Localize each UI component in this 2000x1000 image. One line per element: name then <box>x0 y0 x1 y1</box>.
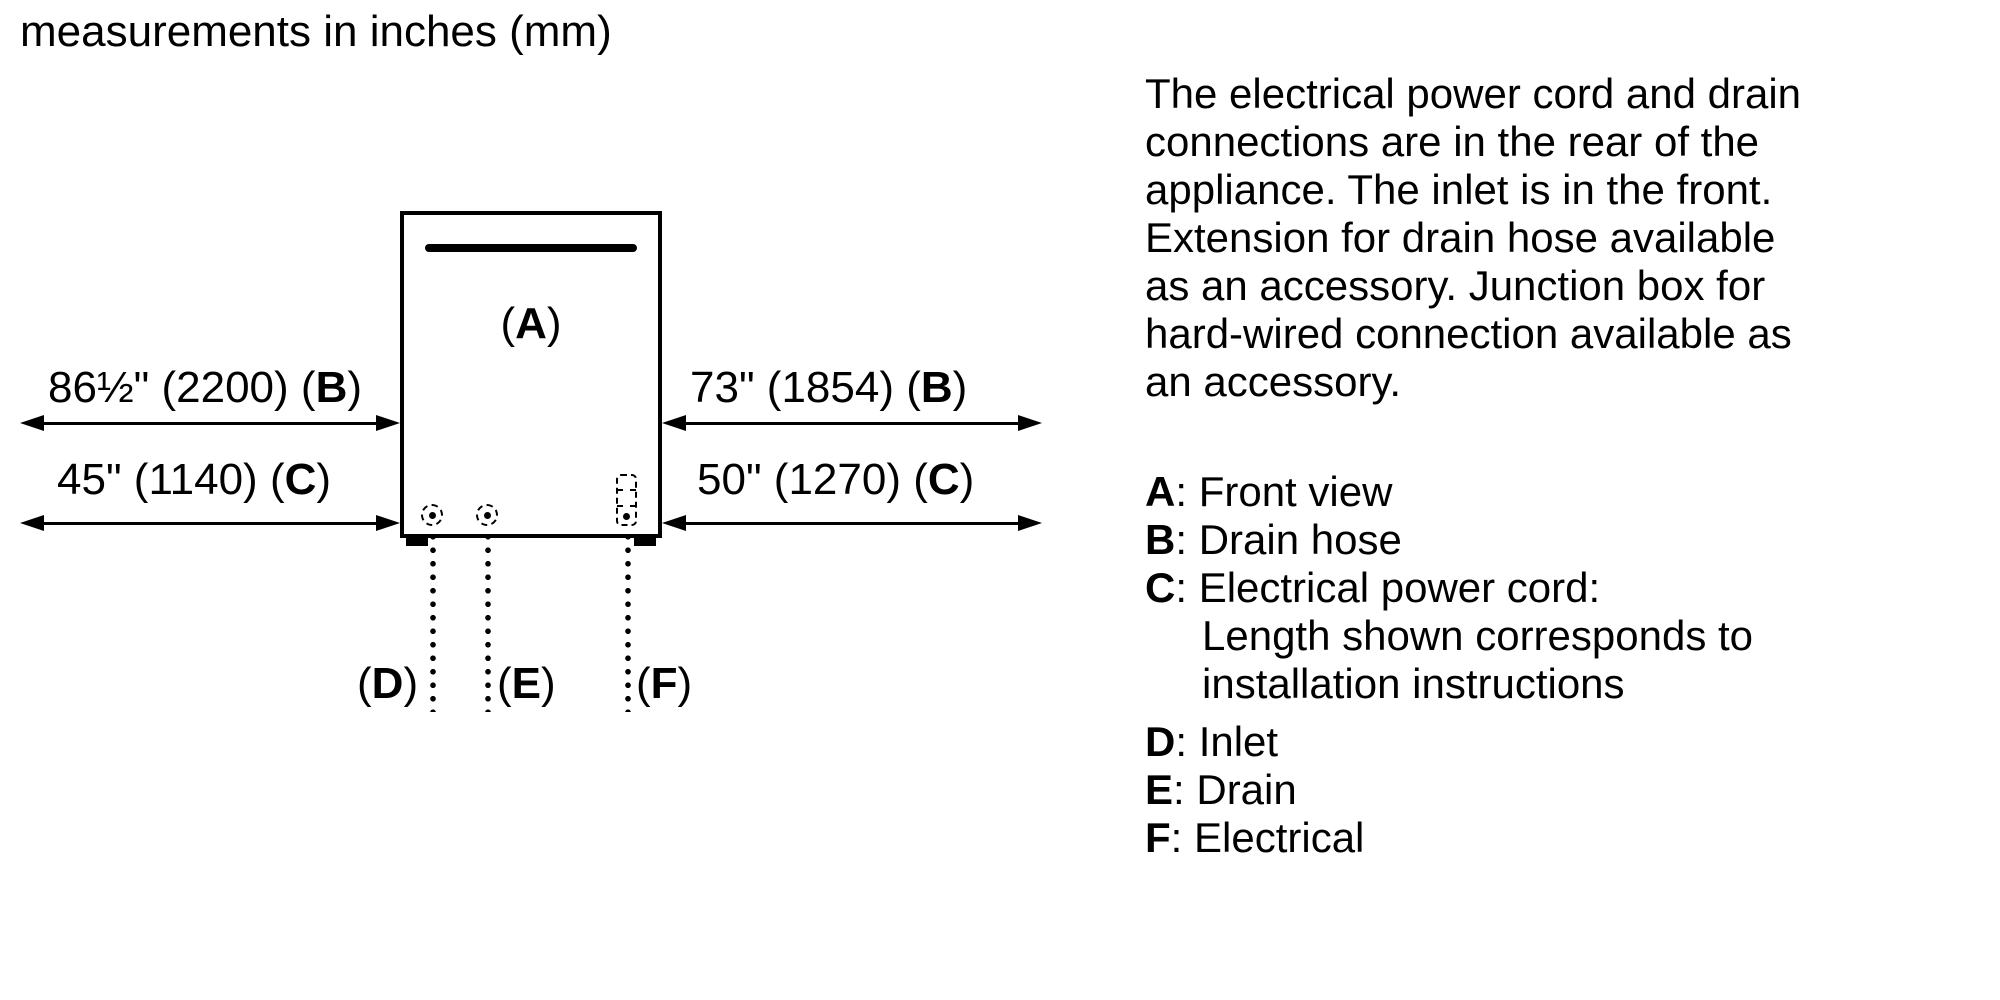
legend-key: D <box>1145 718 1176 765</box>
legend-colon: : <box>1170 814 1194 861</box>
electrical-leader-line <box>625 530 631 712</box>
power-cord-arrow-right <box>662 515 1042 531</box>
dimension-value: 45" (1140) <box>57 455 258 504</box>
legend-item-b <box>1145 516 1753 564</box>
legend-item-e <box>1145 766 1753 814</box>
description-line: as an accessory. Junction box for <box>1145 262 1766 309</box>
inlet-letter: D <box>371 659 404 708</box>
paren: ) <box>677 659 693 708</box>
connector-divider <box>617 505 636 507</box>
legend-text: Drain hose <box>1198 516 1402 563</box>
front-view-letter: A <box>515 299 547 348</box>
legend-colon: : <box>1175 468 1199 515</box>
legend-text: Electrical <box>1194 814 1365 861</box>
paren: ( <box>900 455 928 504</box>
arrow-shaft <box>682 522 1022 525</box>
description-line: Extension for drain hose available <box>1145 214 1776 261</box>
legend-item-c <box>1145 564 1753 612</box>
dimension-label-power-cord-right <box>697 457 974 503</box>
legend-text: Inlet <box>1198 718 1279 765</box>
appliance-handle <box>425 244 637 252</box>
dimension-label-power-cord-left <box>57 457 331 503</box>
legend-colon: : <box>1175 516 1199 563</box>
electrical-letter: F <box>650 659 678 708</box>
appliance-foot-right <box>634 537 656 546</box>
description-line: connections are in the rear of the <box>1145 118 1760 165</box>
paren: ) <box>403 659 419 708</box>
description-line: an accessory. <box>1145 358 1401 405</box>
connector-dot <box>623 513 630 520</box>
connector-divider <box>617 489 636 491</box>
paren: ( <box>893 363 921 412</box>
legend-list <box>1145 468 1753 862</box>
dimension-letter: C <box>284 455 317 504</box>
description-line: appliance. The inlet is in the front. <box>1145 166 1773 213</box>
legend-colon: : <box>1175 564 1199 611</box>
drain-leader-line <box>485 530 491 712</box>
dimension-label-drain-hose-left <box>48 365 362 411</box>
power-cord-arrow-left <box>20 515 400 531</box>
arrowhead-right-icon <box>1018 515 1042 531</box>
drain-hose-arrow-left <box>20 415 400 431</box>
legend-colon: : <box>1175 718 1199 765</box>
paren: ) <box>546 299 562 348</box>
arrow-shaft <box>682 422 1022 425</box>
drain-connector-icon <box>476 504 498 526</box>
paren: ( <box>636 659 651 708</box>
arrow-shaft <box>40 522 380 525</box>
dimension-value: 50" (1270) <box>697 455 901 504</box>
legend-text: Drain <box>1196 766 1297 813</box>
dimension-letter: C <box>927 455 960 504</box>
drain-letter: E <box>511 659 542 708</box>
legend-key: E <box>1145 766 1174 813</box>
inlet-label <box>357 660 418 708</box>
legend-item-a <box>1145 468 1753 516</box>
dimension-value: 73" (1854) <box>690 363 894 412</box>
arrowhead-right-icon <box>1018 415 1042 431</box>
paren: ( <box>497 659 512 708</box>
legend-key: A <box>1145 468 1176 515</box>
electrical-label <box>636 660 692 708</box>
paren: ) <box>952 363 968 412</box>
legend-colon: : <box>1173 766 1197 813</box>
paren: ) <box>347 363 362 412</box>
legend-item-c-continuation: installation instructions <box>1202 660 1625 707</box>
appliance-foot-left <box>406 537 428 546</box>
inlet-connector-icon <box>421 504 443 526</box>
arrowhead-right-icon <box>376 415 400 431</box>
drain-hose-arrow-right <box>662 415 1042 431</box>
page-title: measurements in inches (mm) <box>20 7 612 56</box>
legend-text: Electrical power cord: <box>1198 564 1601 611</box>
front-view-label <box>400 300 662 348</box>
legend-text: Front view <box>1198 468 1393 515</box>
electrical-connector-icon <box>616 474 637 526</box>
legend-key: C <box>1145 564 1176 611</box>
description-line: The electrical power cord and drain <box>1145 70 1802 117</box>
description-line: hard-wired connection available as <box>1145 310 1792 357</box>
dimension-letter: B <box>315 363 348 412</box>
legend-item-c-continuation: Length shown corresponds to <box>1202 612 1754 659</box>
legend-key: B <box>1145 516 1176 563</box>
dimension-label-drain-hose-right <box>690 365 967 411</box>
legend-item-d <box>1145 718 1753 766</box>
paren: ( <box>500 299 516 348</box>
drain-label <box>497 660 556 708</box>
paren: ) <box>959 455 975 504</box>
paren: ( <box>257 455 285 504</box>
dimension-letter: B <box>920 363 953 412</box>
paren: ) <box>541 659 556 708</box>
arrowhead-right-icon <box>376 515 400 531</box>
dimension-value: 86½" (2200) <box>48 363 289 412</box>
arrow-shaft <box>40 422 380 425</box>
inlet-leader-line <box>430 530 436 712</box>
legend-key: F <box>1145 814 1171 861</box>
paren: ) <box>316 455 332 504</box>
paren: ( <box>288 363 316 412</box>
legend-item-f <box>1145 814 1753 862</box>
description-text <box>1145 70 1801 406</box>
paren: ( <box>357 659 372 708</box>
